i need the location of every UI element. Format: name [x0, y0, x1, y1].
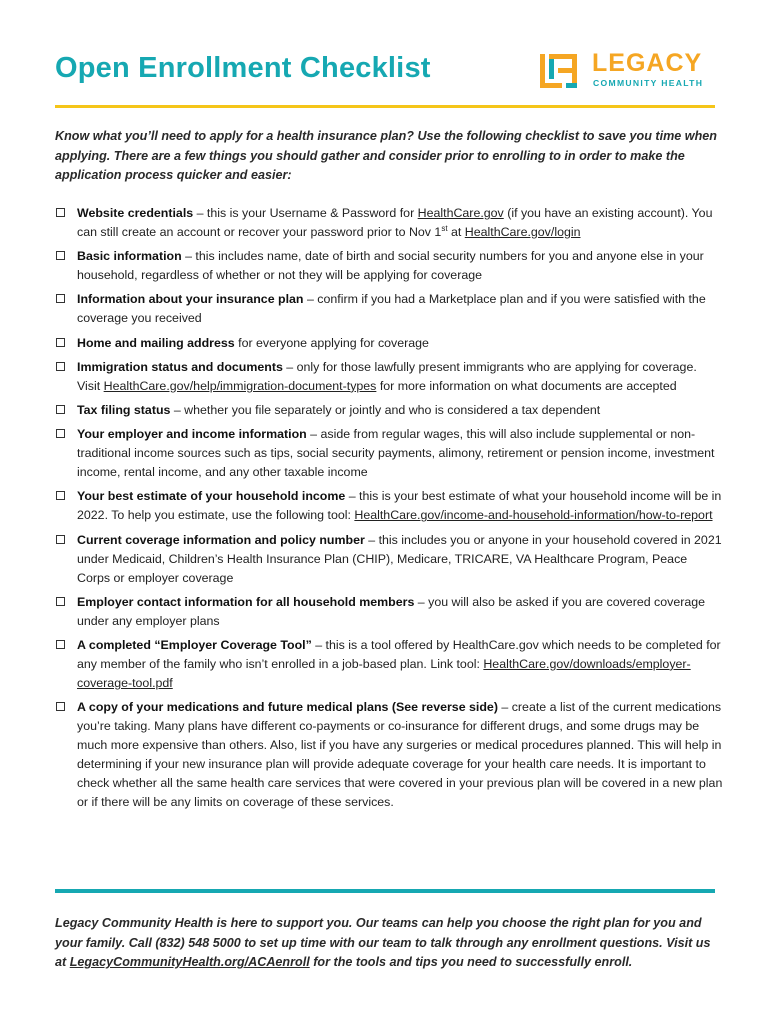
- item-title: Immigration status and documents: [77, 359, 283, 374]
- item-text: – whether you file separately or jointly and who is considered a tax dependent: [170, 402, 601, 417]
- item-title: Basic information: [77, 249, 182, 264]
- item-text: at: [447, 225, 465, 239]
- intro-paragraph: Know what you’ll need to apply for a health insurance plan? Use the following checklist to save you time when applying. There are a few things you should gather and consider prior to enrolling to in order to make the application process quicker and easier:: [55, 129, 717, 182]
- checklist-item: [55, 247, 723, 285]
- checkbox[interactable]: [56, 362, 65, 371]
- item-text: – this is your Username & Password for: [193, 206, 418, 220]
- footer-divider: [55, 889, 715, 893]
- item-title: Your best estimate of your household income: [77, 489, 346, 504]
- checkbox[interactable]: [56, 338, 65, 347]
- checklist: [55, 204, 723, 817]
- checkbox[interactable]: [56, 405, 65, 414]
- item-title: Current coverage information and policy number: [77, 532, 365, 547]
- footer-paragraph: [55, 914, 720, 973]
- footer-text: for the tools and tips you need to successfully enroll.: [309, 955, 633, 969]
- item-text: – confirm if you had a Marketplace plan and if you were satisfied with the coverage you received: [77, 292, 706, 326]
- item-text: – create a list of the current medications you’re taking. Many plans have different co-payments or co-insurance for different drugs, and some drugs may be much more expensive than others. Also, list if you have any surgeries or medical procedures planned. This will help in determining if your new insurance plan will provide adequate coverage for your health care needs. It is important to check whether all the same health care services that were covered in your previous plan will be covered in a new plan or if there will be any limits on coverage of these services.: [77, 700, 723, 810]
- checkbox[interactable]: [56, 294, 65, 303]
- item-title: Your employer and income information: [77, 427, 307, 442]
- checkbox[interactable]: [56, 208, 65, 217]
- checklist-item: [55, 487, 723, 525]
- checkbox[interactable]: [56, 429, 65, 438]
- logo-wordmark: LEGACY: [592, 49, 703, 77]
- checklist-item: [55, 698, 723, 812]
- checkbox[interactable]: [56, 491, 65, 500]
- item-title: Information about your insurance plan: [77, 292, 304, 307]
- item-text: for more information on what documents are accepted: [376, 378, 677, 393]
- checklist-item: [55, 204, 723, 242]
- item-title: Website credentials: [77, 206, 194, 220]
- item-text: – you will also be asked if you are covered coverage under any employer plans: [77, 594, 706, 628]
- item-text: – this is a tool offered by HealthCare.gov which needs to be completed for any member of the family who isn’t enrolled in a job-based plan. Link tool:: [77, 637, 721, 671]
- checklist-item: [55, 531, 723, 588]
- item-text: – this includes you or anyone in your household covered in 2021 under Medicaid, Children’s Health Insurance Plan (CHIP), Medicare, TRICARE, VA Healthcare Program, Peace Corps or employer coverage: [77, 532, 722, 585]
- item-title: Home and mailing address: [77, 335, 235, 350]
- header-divider: [55, 105, 715, 108]
- logo-subtitle: COMMUNITY HEALTH: [593, 78, 704, 88]
- item-title: A copy of your medications and future medical plans (See reverse side): [77, 700, 498, 715]
- checkbox[interactable]: [56, 640, 65, 649]
- item-text: – this includes name, date of birth and social security numbers for you and anyone else in your household, regardless of whether or not they will be applying for coverage: [77, 249, 704, 283]
- item-title: Tax filing status: [77, 402, 171, 417]
- immigration-docs-link[interactable]: HealthCare.gov/help/immigration-document-types: [103, 378, 377, 393]
- aca-enroll-link[interactable]: LegacyCommunityHealth.org/ACAenroll: [69, 955, 310, 969]
- legacy-logo-icon: [540, 52, 580, 90]
- item-title: A completed “Employer Coverage Tool”: [77, 637, 312, 652]
- item-text: – aside from regular wages, this will also include supplemental or non-traditional income sources such as tips, social security payments, alimony, retirement or pension income, investment income, rental income, and any other taxable income: [77, 427, 715, 480]
- checklist-item: [55, 425, 723, 482]
- checkbox[interactable]: [56, 251, 65, 260]
- employer-coverage-tool-link[interactable]: HealthCare.gov/downloads/employer-coverage-tool.pdf: [77, 656, 691, 690]
- footer-text: Legacy Community Health is here to support you. Our teams can help you choose the right plan for you and your family. Call (832) 548 5000 to set up time with our team to talk through any enrollment questions. Visit us at: [55, 916, 711, 969]
- checklist-item: [55, 401, 723, 420]
- checklist-item: [55, 636, 723, 693]
- item-title: Employer contact information for all household members: [77, 594, 415, 609]
- login-link[interactable]: HealthCare.gov/login: [464, 225, 581, 239]
- item-text: – this is your best estimate of what your household income will be in 2022. To help you estimate, use the following tool:: [77, 489, 722, 523]
- item-text: – only for those lawfully present immigrants who are applying for coverage. Visit: [77, 359, 697, 393]
- item-text: for everyone applying for coverage: [234, 335, 429, 350]
- ordinal-suffix: st: [441, 223, 448, 233]
- checklist-item: [55, 358, 723, 396]
- checkbox[interactable]: [56, 597, 65, 606]
- checklist-item: [55, 334, 723, 353]
- checkbox[interactable]: [56, 535, 65, 544]
- checklist-item: [55, 593, 723, 631]
- checkbox[interactable]: [56, 702, 65, 711]
- healthcare-gov-link[interactable]: HealthCare.gov: [417, 206, 504, 220]
- page-title: Open Enrollment Checklist: [55, 52, 431, 84]
- legacy-logo: [540, 50, 720, 92]
- checklist-item: [55, 290, 723, 328]
- item-text: (if you have an existing account). You can still create an account or recover your password prior to Nov 1: [77, 206, 713, 239]
- income-tool-link[interactable]: HealthCare.gov/income-and-household-information/how-to-report: [354, 508, 713, 523]
